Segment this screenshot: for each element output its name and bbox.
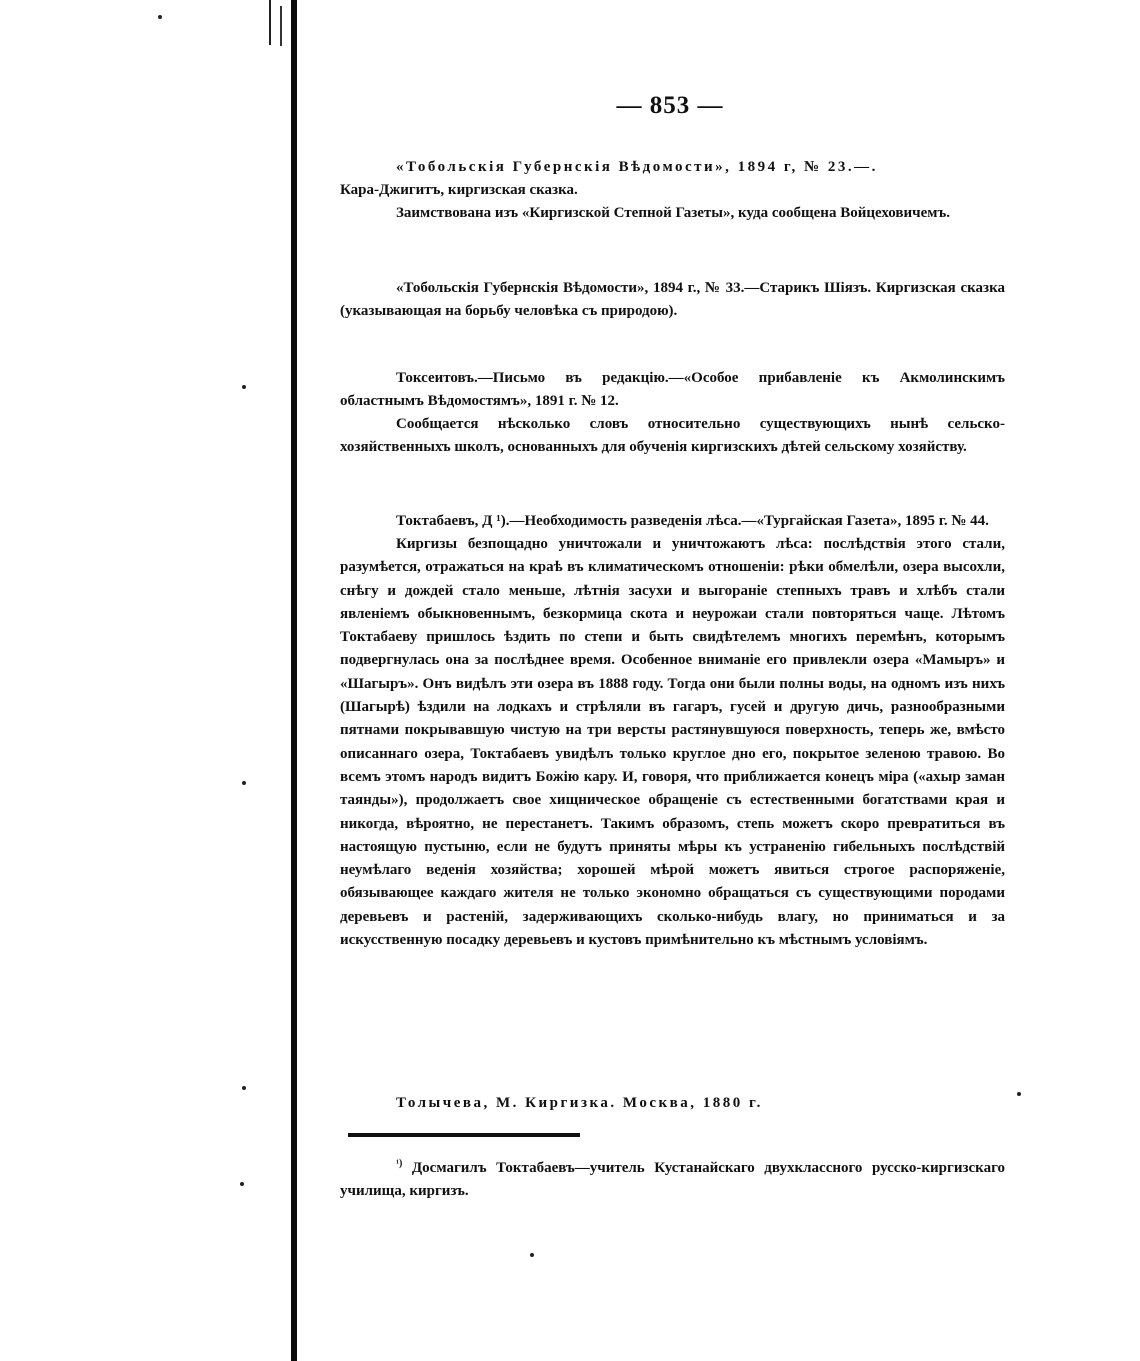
footnote-divider (348, 1133, 580, 1137)
page-number: — 853 — (616, 92, 724, 119)
entry-source: Токтабаевъ, Д ¹).—Необходимость разведенія лѣса.—«Тургайская Газета», 1895 г. № 44. (396, 513, 989, 529)
scan-speck (242, 781, 246, 785)
scan-speck (242, 1086, 246, 1090)
entry-note: Заимствована изъ «Киргизской Степной Газеты», куда сообщена Войцеховичемъ. (396, 205, 950, 221)
bibliography-entry (340, 156, 1005, 225)
binding-edge-line (291, 0, 297, 1361)
entry-source: Толычева, М. Киргизка. Москва, 1880 г. (396, 1095, 763, 1111)
binding-edge-thin (269, 0, 271, 45)
bibliography-entry (340, 1092, 1005, 1115)
entry-source: «Тобольскія Губернскія Вѣдомости», 1894 г., № 33.—Старикъ Шіязъ. Киргизская сказка (указывающая на борьбу человѣка съ природою). (340, 280, 1005, 319)
bibliography-entry (340, 277, 1005, 323)
scan-speck (240, 1182, 244, 1186)
scan-speck (158, 15, 162, 19)
scan-speck (242, 385, 246, 389)
entry-body: Киргизы безпощадно уничтожали и уничтожаютъ лѣса: послѣдствія этого стали, разумѣется, отражаться на краѣ въ климатическомъ отношеніи: рѣки обмелѣли, озера высохли, снѣгу и дождей стало меньше, лѣтнія засухи и выгораніе степныхъ травъ и хлѣбъ стали явленіемъ обыкновеннымъ, безкормица скота и неурожаи стали повторяться чаще. Лѣтомъ Токтабаеву пришлось ѣздить по степи и быть свидѣтелемъ многихъ перемѣнъ, которымъ подвергнулась она за послѣднее время. Особенное вниманіе его привлекли озера «Мамыръ» и «Шагыръ». Онъ видѣлъ эти озера въ 1888 году. Тогда они были полны воды, на одномъ изъ нихъ (Шагырѣ) ѣздили на лодкахъ и стрѣляли въ гагаръ, гусей и другую дичь, разнообразными пятнами покрывавшую чистую на три версты растянувшуюся поверхность, теперь же, вмѣсто описаннаго озера, Токтабаевъ увидѣлъ только круглое дно его, покрытое зеленою травою. Во всемъ этомъ народъ видитъ Божію кару. И, говоря, что приближается конецъ міра («ахыр заман таянды»), продолжаетъ свое хищническое обращеніе съ естественными богатствами края и никогда, вѣроятно, не перестанетъ. Такимъ образомъ, степь можетъ скоро превратиться въ настоящую пустыню, если не будутъ приняты мѣры къ устраненію гибельныхъ послѣдствій неумѣлаго веденія хозяйства; хорошей мѣрой можетъ явиться строгое распоряженіе, обязывающее каждаго жителя не только экономно обращаться съ существующими породами деревьевъ и растеній, задерживающихъ сколько-нибудь влагу, но приниматься и за искусственную посадку деревьевъ и кустовъ примѣнительно къ мѣстнымъ условіямъ. (340, 536, 1005, 949)
entry-note: Сообщается нѣсколько словъ относительно существующихъ нынѣ сельско-хозяйственныхъ школъ, основанныхъ для обученія киргизскихъ дѣтей сельскому хозяйству. (340, 416, 1005, 455)
entry-source: Токсеитовъ.—Письмо въ редакцію.—«Особое прибавленіе къ Акмолинскимъ областнымъ Вѣдомостямъ», 1891 г. № 12. (340, 370, 1005, 409)
scan-speck (1017, 1092, 1021, 1096)
bibliography-entry (340, 367, 1005, 459)
footnote-text: Досмагилъ Токтабаевъ—учитель Кустанайскаго двухклассного русско-киргизскаго училища, киргизъ. (340, 1160, 1006, 1199)
footnote-marker: ¹) (396, 1158, 403, 1169)
scan-speck (530, 1253, 534, 1257)
entry-source: «Тобольскія Губернскія Вѣдомости», 1894 г, № 23.—. (396, 159, 878, 175)
bibliography-entry (340, 510, 1005, 952)
entry-title: Кара-Джигитъ, киргизская сказка. (340, 182, 578, 198)
footnote (340, 1152, 1005, 1203)
binding-edge-thin-2 (280, 6, 282, 46)
